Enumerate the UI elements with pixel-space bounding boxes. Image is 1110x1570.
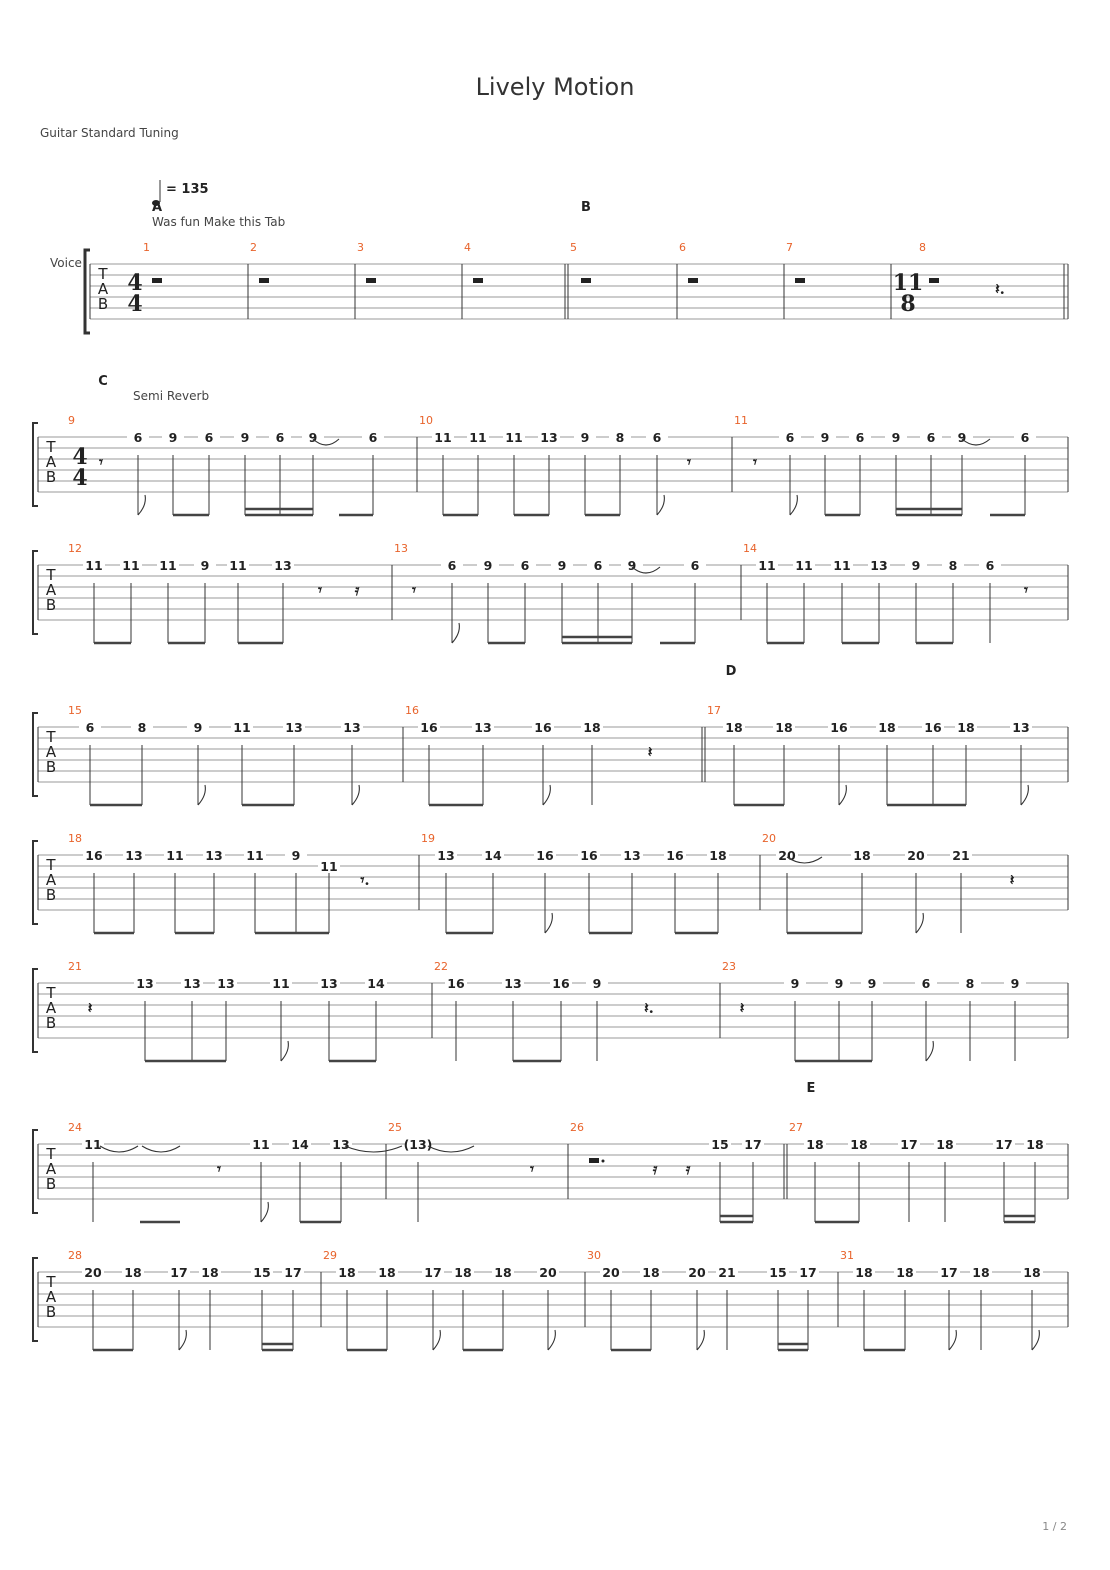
measure-number: 1	[143, 241, 150, 254]
fret-number: 18	[853, 848, 871, 863]
section-marker: C	[98, 374, 108, 389]
fret-number: 18	[378, 1265, 396, 1280]
fret-number: 18	[1026, 1137, 1044, 1152]
time-signature-bottom: 4	[127, 291, 143, 317]
fret-number: 17	[744, 1137, 762, 1152]
tab-system	[33, 664, 1068, 805]
fret-number: 11	[85, 558, 103, 573]
dot	[602, 1160, 605, 1163]
fret-number: 17	[940, 1265, 958, 1280]
fret-number: 18	[855, 1265, 873, 1280]
fret-number: 6	[133, 430, 143, 445]
fret-number: 9	[291, 848, 301, 863]
fret-number: 11	[505, 430, 523, 445]
note-flag	[926, 1041, 933, 1061]
fret-number: 6	[926, 430, 936, 445]
tab-clef-letter: A	[45, 581, 57, 599]
fret-number: 20	[907, 848, 925, 863]
note-flag	[839, 785, 846, 805]
system-bracket	[33, 1130, 38, 1213]
fret-number: 13	[205, 848, 223, 863]
fret-number: 11	[246, 848, 264, 863]
fret-number: 17	[424, 1265, 442, 1280]
fret-number: 18	[806, 1137, 824, 1152]
measure-number: 14	[743, 542, 757, 555]
fret-number: 13	[183, 976, 201, 991]
fret-number: 9	[483, 558, 493, 573]
fret-number: 9	[820, 430, 830, 445]
fret-number: 17	[900, 1137, 918, 1152]
fret-number: 11	[272, 976, 290, 991]
fret-number: 18	[725, 720, 743, 735]
fret-number: 11	[229, 558, 247, 573]
fret-number: 21	[718, 1265, 736, 1280]
page-number: 1 / 2	[1042, 1520, 1067, 1533]
section-marker: A	[151, 200, 163, 215]
fret-number: 13	[437, 848, 455, 863]
fret-number: 9	[834, 976, 844, 991]
fret-number: 13	[332, 1137, 350, 1152]
rest-icon: 𝄽	[87, 999, 93, 1017]
measure-number: 11	[734, 414, 748, 427]
fret-number: 9	[592, 976, 602, 991]
rest-icon: 𝄽	[1009, 871, 1015, 889]
tie-arc	[142, 1146, 180, 1152]
measure-number: 19	[421, 832, 435, 845]
fret-number: 13	[320, 976, 338, 991]
fret-number: 20	[602, 1265, 620, 1280]
rest-icon: 𝄿	[354, 581, 360, 599]
fret-number: 9	[193, 720, 203, 735]
fret-number: 11	[795, 558, 813, 573]
measure-number: 3	[357, 241, 364, 254]
note-flag	[697, 1330, 704, 1350]
note-flag	[433, 1330, 440, 1350]
fret-number: 16	[534, 720, 552, 735]
time-signature-top: 4	[72, 444, 88, 470]
note-flag	[1021, 785, 1028, 805]
fret-number: 13	[343, 720, 361, 735]
fret-number: 16	[447, 976, 465, 991]
tab-clef-letter: T	[98, 265, 108, 283]
fret-number: 18	[201, 1265, 219, 1280]
half-rest	[795, 278, 805, 283]
fret-number: 18	[583, 720, 601, 735]
half-rest	[259, 278, 269, 283]
fret-number: 11	[84, 1137, 102, 1152]
note-flag	[452, 623, 459, 643]
fret-number: 8	[137, 720, 147, 735]
measure-number: 2	[250, 241, 257, 254]
fret-number: 9	[790, 976, 800, 991]
note-flag	[916, 913, 923, 933]
measure-number: 13	[394, 542, 408, 555]
fret-number: 11	[758, 558, 776, 573]
section-marker: D	[725, 664, 737, 679]
note-flag	[949, 1330, 956, 1350]
song-title: Lively Motion	[475, 73, 635, 101]
fret-number: (13)	[403, 1137, 433, 1152]
measure-number: 10	[419, 414, 433, 427]
tuning-label: Guitar Standard Tuning	[40, 126, 179, 140]
fret-number: 11	[159, 558, 177, 573]
fret-number: 15	[253, 1265, 271, 1280]
fret-number: 18	[642, 1265, 660, 1280]
fret-number: 6	[520, 558, 530, 573]
fret-number: 13	[540, 430, 558, 445]
system-bracket	[33, 1258, 38, 1341]
half-rest	[473, 278, 483, 283]
fret-number: 9	[240, 430, 250, 445]
fret-number: 9	[200, 558, 210, 573]
fret-number: 18	[972, 1265, 990, 1280]
rest-icon: 𝄽.	[995, 280, 1005, 298]
tab-system	[33, 960, 1068, 1061]
note-flag	[1032, 1330, 1039, 1350]
fret-number: 6	[985, 558, 995, 573]
rest-icon: 𝄾	[753, 453, 757, 471]
note-flag	[545, 913, 552, 933]
half-rest	[929, 278, 939, 283]
fret-number: 14	[367, 976, 385, 991]
note-flag	[281, 1041, 288, 1061]
fret-number: 11	[434, 430, 452, 445]
measure-number: 28	[68, 1249, 82, 1262]
fret-number: 15	[711, 1137, 729, 1152]
tab-clef-letter: B	[45, 758, 57, 776]
rest-icon: 𝄿	[685, 1160, 691, 1178]
fret-number: 16	[552, 976, 570, 991]
tab-clef-letter: B	[97, 295, 109, 313]
text-marker-c: Semi Reverb	[133, 389, 210, 403]
fret-number: 18	[775, 720, 793, 735]
note-flag	[179, 1330, 186, 1350]
measure-number: 17	[707, 704, 721, 717]
fret-number: 13	[274, 558, 292, 573]
measure-number: 25	[388, 1121, 402, 1134]
note-flag	[790, 495, 797, 515]
fret-number: 11	[233, 720, 251, 735]
system-bracket	[33, 969, 38, 1052]
fret-number: 11	[469, 430, 487, 445]
fret-number: 18	[494, 1265, 512, 1280]
tempo-value: = 135	[166, 182, 209, 197]
tab-clef-letter: A	[45, 999, 57, 1017]
fret-number: 16	[924, 720, 942, 735]
fret-number: 18	[878, 720, 896, 735]
tab-clef-letter: B	[45, 468, 57, 486]
fret-number: 13	[870, 558, 888, 573]
fret-number: 13	[285, 720, 303, 735]
tab-clef-letter: T	[46, 728, 56, 746]
tab-clef-letter: T	[46, 1145, 56, 1163]
fret-number: 18	[1023, 1265, 1041, 1280]
fret-number: 6	[593, 558, 603, 573]
measure-number: 24	[68, 1121, 82, 1134]
fret-number: 18	[338, 1265, 356, 1280]
system-bracket	[33, 423, 38, 506]
note-flag	[352, 785, 359, 805]
measure-number: 5	[570, 241, 577, 254]
fret-number: 13	[504, 976, 522, 991]
tie-arc	[428, 1146, 474, 1152]
tab-clef-letter: A	[45, 1160, 57, 1178]
fret-number: 18	[454, 1265, 472, 1280]
measure-number: 16	[405, 704, 419, 717]
tab-clef-letter: A	[97, 280, 109, 298]
text-marker-a: Was fun Make this Tab	[152, 215, 286, 229]
tab-clef-letter: A	[45, 743, 57, 761]
note-flag	[198, 785, 205, 805]
fret-number: 6	[785, 430, 795, 445]
fret-number: 13	[1012, 720, 1030, 735]
section-marker: B	[581, 200, 591, 215]
fret-number: 18	[124, 1265, 142, 1280]
rest-icon: 𝄽	[647, 743, 653, 761]
fret-number: 11	[833, 558, 851, 573]
fret-number: 6	[855, 430, 865, 445]
note-flag	[543, 785, 550, 805]
note-flag	[261, 1202, 268, 1222]
fret-number: 13	[623, 848, 641, 863]
system-bracket	[33, 551, 38, 634]
tab-clef-letter: B	[45, 1014, 57, 1032]
track-name: Voice	[50, 256, 82, 270]
rest-icon: 𝄾	[1024, 581, 1028, 599]
note-flag	[138, 495, 145, 515]
fret-number: 16	[85, 848, 103, 863]
tab-clef-letter: A	[45, 1288, 57, 1306]
tab-clef-letter: B	[45, 886, 57, 904]
rest-icon: 𝄾	[687, 453, 691, 471]
half-rest	[589, 1158, 599, 1163]
tab-clef-letter: T	[46, 438, 56, 456]
system-bracket	[33, 713, 38, 796]
fret-number: 9	[308, 430, 318, 445]
measure-number: 15	[68, 704, 82, 717]
rest-icon: 𝄾	[99, 453, 103, 471]
tab-clef-letter: A	[45, 871, 57, 889]
half-rest	[581, 278, 591, 283]
note-flag	[548, 1330, 555, 1350]
fret-number: 17	[995, 1137, 1013, 1152]
rest-icon: 𝄽	[739, 999, 745, 1017]
fret-number: 20	[688, 1265, 706, 1280]
fret-number: 6	[1020, 430, 1030, 445]
fret-number: 16	[536, 848, 554, 863]
tie-arc	[345, 1146, 402, 1152]
fret-number: 18	[709, 848, 727, 863]
fret-number: 9	[867, 976, 877, 991]
rest-icon: 𝄽.	[644, 999, 654, 1017]
fret-number: 14	[291, 1137, 309, 1152]
fret-number: 11	[122, 558, 140, 573]
tab-system	[33, 1249, 1068, 1350]
system-bracket	[85, 250, 90, 333]
tab-clef-letter: T	[46, 984, 56, 1002]
measure-number: 18	[68, 832, 82, 845]
fret-number: 6	[652, 430, 662, 445]
rest-icon: 𝄾	[217, 1160, 221, 1178]
fret-number: 15	[769, 1265, 787, 1280]
fret-number: 20	[778, 848, 796, 863]
fret-number: 9	[627, 558, 637, 573]
fret-number: 9	[1010, 976, 1020, 991]
time-signature-top: 4	[127, 270, 143, 296]
rest-icon: 𝄾	[530, 1160, 534, 1178]
tab-clef-letter: B	[45, 1175, 57, 1193]
measure-number: 26	[570, 1121, 584, 1134]
fret-number: 13	[136, 976, 154, 991]
rest-icon: 𝄾	[318, 581, 322, 599]
measure-number: 23	[722, 960, 736, 973]
fret-number: 18	[936, 1137, 954, 1152]
tab-clef-letter: T	[46, 566, 56, 584]
tab-systems	[33, 200, 1068, 1350]
fret-number: 6	[204, 430, 214, 445]
fret-number: 6	[275, 430, 285, 445]
tab-clef-letter: T	[46, 1273, 56, 1291]
fret-number: 8	[948, 558, 958, 573]
fret-number: 16	[580, 848, 598, 863]
half-rest	[688, 278, 698, 283]
fret-number: 20	[539, 1265, 557, 1280]
measure-number: 20	[762, 832, 776, 845]
fret-number: 11	[252, 1137, 270, 1152]
tab-clef-letter: A	[45, 453, 57, 471]
measure-number: 21	[68, 960, 82, 973]
time-signature-bottom: 8	[900, 291, 916, 317]
fret-number: 17	[170, 1265, 188, 1280]
fret-number: 6	[921, 976, 931, 991]
fret-number: 16	[830, 720, 848, 735]
fret-number: 21	[952, 848, 970, 863]
fret-number: 9	[911, 558, 921, 573]
fret-number: 9	[957, 430, 967, 445]
fret-number: 17	[284, 1265, 302, 1280]
tab-system	[33, 832, 1068, 933]
tie-arc	[100, 1146, 138, 1152]
measure-number: 6	[679, 241, 686, 254]
measure-number: 27	[789, 1121, 803, 1134]
rest-icon: 𝄿	[652, 1160, 658, 1178]
time-signature-top: 11	[892, 270, 924, 296]
measure-number: 9	[68, 414, 75, 427]
measure-number: 7	[786, 241, 793, 254]
fret-number: 14	[484, 848, 502, 863]
fret-number: 20	[84, 1265, 102, 1280]
fret-number: 6	[447, 558, 457, 573]
fret-number: 6	[85, 720, 95, 735]
measure-number: 12	[68, 542, 82, 555]
tab-system	[33, 542, 1068, 643]
rest-icon: 𝄾	[412, 581, 416, 599]
fret-number: 18	[850, 1137, 868, 1152]
half-rest	[366, 278, 376, 283]
measure-number: 8	[919, 241, 926, 254]
fret-number: 13	[474, 720, 492, 735]
fret-number: 16	[420, 720, 438, 735]
measure-number: 30	[587, 1249, 601, 1262]
tab-clef-letter: B	[45, 1303, 57, 1321]
note-flag	[657, 495, 664, 515]
fret-number: 9	[168, 430, 178, 445]
measure-number: 31	[840, 1249, 854, 1262]
time-signature-bottom: 4	[72, 465, 88, 491]
fret-number: 9	[580, 430, 590, 445]
tab-clef-letter: T	[46, 856, 56, 874]
fret-number: 11	[166, 848, 184, 863]
fret-number: 6	[368, 430, 378, 445]
fret-number: 8	[615, 430, 625, 445]
tab-system	[33, 1081, 1068, 1222]
rest-icon: 𝄾.	[360, 871, 370, 889]
fret-number: 11	[320, 859, 338, 874]
system-bracket	[33, 841, 38, 924]
fret-number: 6	[690, 558, 700, 573]
measure-number: 22	[434, 960, 448, 973]
fret-number: 17	[799, 1265, 817, 1280]
fret-number: 18	[896, 1265, 914, 1280]
fret-number: 13	[217, 976, 235, 991]
tab-clef-letter: B	[45, 596, 57, 614]
fret-number: 9	[557, 558, 567, 573]
fret-number: 18	[957, 720, 975, 735]
section-marker: E	[806, 1081, 816, 1096]
fret-number: 9	[891, 430, 901, 445]
half-rest	[152, 278, 162, 283]
measure-number: 4	[464, 241, 471, 254]
fret-number: 16	[666, 848, 684, 863]
fret-number: 13	[125, 848, 143, 863]
fret-number: 8	[965, 976, 975, 991]
measure-number: 29	[323, 1249, 337, 1262]
